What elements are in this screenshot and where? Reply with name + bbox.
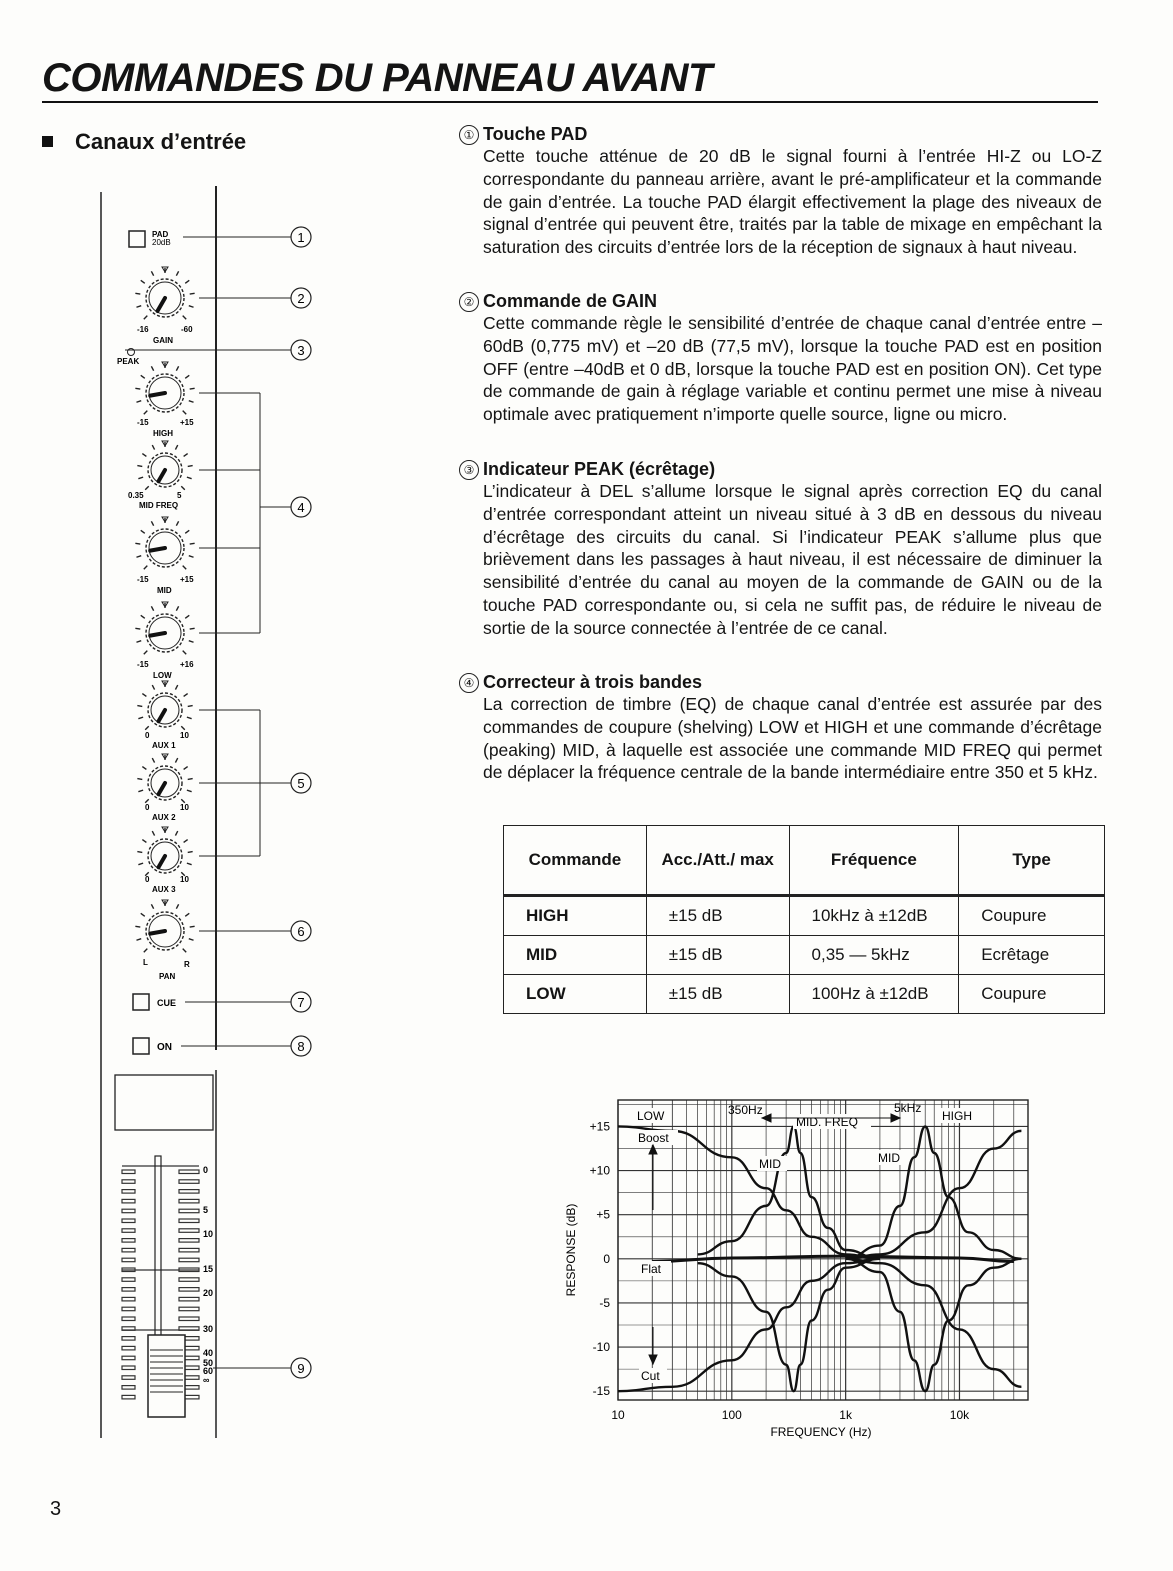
mid-min-label: -15 [137,575,149,584]
section-pad-heading [459,123,1102,145]
aux1-max-label: 10 [180,731,189,740]
callout-2 [291,288,311,308]
section-eq-body: La correction de timbre (EQ) de chaque canal d’entrée est assurée par des commandes de coupure (shelving) LOW et HIGH et une commande d’écrêtage (peaking) MID, à laquelle est associée une commande MID FREQ qui permet de déplacer la fréquence centrale de la bande intermédiaire entre 350 et 5 kHz. [483,694,1102,783]
mid-label: MID [157,586,172,595]
annotation-mid-freq: MID. FREQ [796,1115,858,1129]
eq-response-chart [555,1092,1045,1452]
table-row [504,936,1105,975]
high-min-label: -15 [137,418,149,427]
section-gain-title: Commande de GAIN [483,291,658,311]
low-knob[interactable] [135,602,194,654]
table-cell: 0,35 — 5kHz [789,936,959,975]
bullet-square [42,136,53,147]
page-number: 3 [50,1498,62,1520]
table-cell: ±15 dB [646,896,789,936]
aux3-knob[interactable] [137,827,192,876]
aux2-knob[interactable] [137,754,192,803]
svg-text:3: 3 [297,343,305,358]
x-tick-label: 100 [721,1408,742,1422]
callout-9 [291,1358,311,1378]
aux3-max-label: 10 [180,875,189,884]
aux3-min-label: 0 [145,875,150,884]
table-row [504,896,1105,936]
y-tick-label: +5 [596,1207,610,1222]
svg-text:9: 9 [297,1361,305,1376]
high-label: HIGH [153,429,173,438]
svg-text:1: 1 [297,230,305,245]
low-max-label: +16 [180,660,194,669]
fader-scale-label: 60 [203,1366,214,1376]
table-header-cell: Type [959,826,1105,896]
svg-text:4: 4 [297,500,305,515]
callout-5 [291,773,311,793]
table-header-cell: Acc./Att./ max [646,826,789,896]
callout-7 [291,992,311,1012]
mid-freq-knob[interactable] [137,441,192,490]
aux1-label: AUX 1 [152,741,176,750]
section-peak [459,458,1102,640]
fader-scale-label: 30 [203,1324,214,1334]
aux3-label: AUX 3 [152,885,176,894]
pan-label: PAN [159,972,176,981]
pad-label: PAD [152,230,169,239]
low-label: LOW [153,671,172,680]
callout-8 [291,1036,311,1056]
svg-text:2: 2 [297,291,305,306]
fader-scale-label: 10 [203,1229,214,1239]
pan-r-label: R [184,960,190,969]
section-eq-title: Correcteur à trois bandes [483,672,703,692]
annotation-5khz: 5kHz [894,1101,922,1115]
on-label: ON [157,1042,172,1053]
fader-scale-label: 40 [203,1348,214,1358]
y-tick-label: -10 [592,1340,610,1355]
table-cell: Coupure [959,896,1105,936]
high-knob[interactable] [135,362,194,414]
chart-frame [618,1100,1028,1400]
section-eq-heading [459,671,1102,693]
table-header-cell: Commande [504,826,647,896]
gain-max-label: -60 [181,325,193,334]
mid-max-label: +15 [180,575,194,584]
x-tick-label: 10 [611,1408,625,1422]
annotation-low: LOW [637,1109,665,1123]
pan-knob[interactable] [135,900,194,952]
y-tick-label: 0 [603,1251,610,1266]
aux1-min-label: 0 [145,731,150,740]
pad-switch[interactable] [129,231,145,247]
annotation-cut: Cut [641,1369,660,1383]
section-pad [459,123,1102,259]
section-peak-number: ③ [459,460,479,480]
page-title: COMMANDES DU PANNEAU AVANT [42,56,712,100]
cue-switch[interactable] [133,994,149,1010]
fader-scale-label: ∞ [203,1375,210,1385]
svg-text:8: 8 [297,1039,305,1054]
y-tick-label: -15 [592,1384,610,1399]
channel-strip-diagram [95,180,335,1442]
table-cell: Ecrêtage [959,936,1105,975]
svg-text:6: 6 [297,924,305,939]
table-cell: 100Hz à ±12dB [789,975,959,1014]
section-eq-number: ④ [459,673,479,693]
annotation-mid-left: MID [759,1157,781,1171]
aux2-label: AUX 2 [152,813,176,822]
section-eq [459,671,1102,784]
svg-text:5: 5 [297,776,305,791]
section-title [42,129,246,155]
table-cell: 10kHz à ±12dB [789,896,959,936]
annotation-high: HIGH [942,1109,972,1123]
table-cell: MID [504,936,647,975]
section-pad-number: ① [459,125,479,145]
freq-min-label: 0.35 [128,491,144,500]
section-pad-body: Cette touche atténue de 20 dB le signal fourni à l’entrée HI-Z ou LO-Z correspondante du panneau arrière, avant le pré-amplificateur et la commande de gain d’entrée. La touche PAD élargit effectivement la plage des niveaux de signal d’entrée qui peuvent être, traités par la table de mixage en empêchant la saturation des circuits d’entrée lors de la réception de signaux à haut niveau. [483,146,1102,258]
section-gain-heading [459,290,1102,312]
fader-scale-label: 0 [203,1165,209,1175]
scribble-strip [115,1075,213,1130]
high-max-label: +15 [180,418,194,427]
callout-4 [291,497,311,517]
callout-1 [291,227,311,247]
pad-value-label: 20dB [152,238,171,247]
fader-scale-label: 5 [203,1205,209,1215]
aux1-knob[interactable] [137,681,192,730]
table-row [504,975,1105,1014]
callout-3 [291,340,311,360]
y-tick-label: -5 [599,1295,610,1310]
on-switch[interactable] [133,1038,149,1054]
eq-spec-table [503,825,1105,1014]
fader-scale-label: 15 [203,1264,214,1274]
gain-knob[interactable] [135,267,194,319]
callout-6 [291,921,311,941]
aux2-max-label: 10 [180,803,189,812]
y-tick-label: +10 [589,1163,610,1178]
x-tick-label: 1k [839,1408,852,1422]
y-tick-label: +15 [589,1119,610,1134]
annotation-mid-right: MID [878,1151,900,1165]
annotation-boost: Boost [638,1131,669,1145]
table-cell: HIGH [504,896,647,936]
response-curve-3 [846,1131,1022,1259]
fader-knob[interactable] [148,1335,185,1417]
mid-freq-label: MID FREQ [139,501,179,510]
section-gain-number: ② [459,292,479,312]
svg-text:7: 7 [297,995,305,1010]
fader-scale-label: 20 [203,1288,214,1298]
peak-label: PEAK [117,357,140,366]
pan-l-label: L [143,958,148,967]
freq-max-label: 5 [177,491,182,500]
annotation-350hz: 350Hz [728,1103,763,1117]
section-peak-heading [459,458,1102,480]
section-gain [459,290,1102,426]
response-curve-4 [846,1259,1022,1387]
fader-scale-label: 50 [203,1358,214,1368]
x-axis-label: FREQUENCY (Hz) [770,1425,872,1439]
gain-label: GAIN [153,336,173,345]
section-title-text: Canaux d’entrée [75,129,247,154]
annotation-flat: Flat [641,1262,662,1276]
table-cell: Coupure [959,975,1105,1014]
table-cell: LOW [504,975,647,1014]
y-axis-label: RESPONSE (dB) [564,1203,578,1297]
table-header-cell: Fréquence [789,826,959,896]
section-pad-title: Touche PAD [483,124,588,144]
title-rule [42,101,1098,103]
section-peak-body: L’indicateur à DEL s’allume lorsque le signal après correction EQ du canal d’entrée correspondant atteint un niveau situé à 3 dB en dessous du niveau d’écrêtage des circuits du canal. Si l’indicateur PEAK s’allume plus que brièvement dans les passages à haut niveau, il est nécessaire de diminuer la sensibilité d’entrée du canal au moyen de la commande de GAIN ou de la touche PAD correspondante ou, si cela ne suffit pas, de réduire le niveau de sortie de la source connectée à l’entrée de ce canal. [483,481,1102,638]
gain-min-label: -16 [137,325,149,334]
low-min-label: -15 [137,660,149,669]
table-header-row [504,826,1105,896]
cue-label: CUE [157,998,177,1008]
mid-knob[interactable] [135,517,194,569]
table-cell: ±15 dB [646,936,789,975]
section-peak-title: Indicateur PEAK (écrêtage) [483,459,716,479]
section-gain-body: Cette commande règle le sensibilité d’entrée de chaque canal d’entrée entre –60dB (0,775 mV) et –20 dB (77,5 mV), lorsque la touche PAD est en position OFF (entre –40dB et 0 dB, lorsque la touche PAD est en position ON). Cet type de commande de gain à réglage variable et continu permet une mise à niveau optimale avec pratiquement n’importe quelle source, ligne ou micro. [483,313,1102,425]
aux2-min-label: 0 [145,803,150,812]
x-tick-label: 10k [949,1408,970,1422]
table-cell: ±15 dB [646,975,789,1014]
